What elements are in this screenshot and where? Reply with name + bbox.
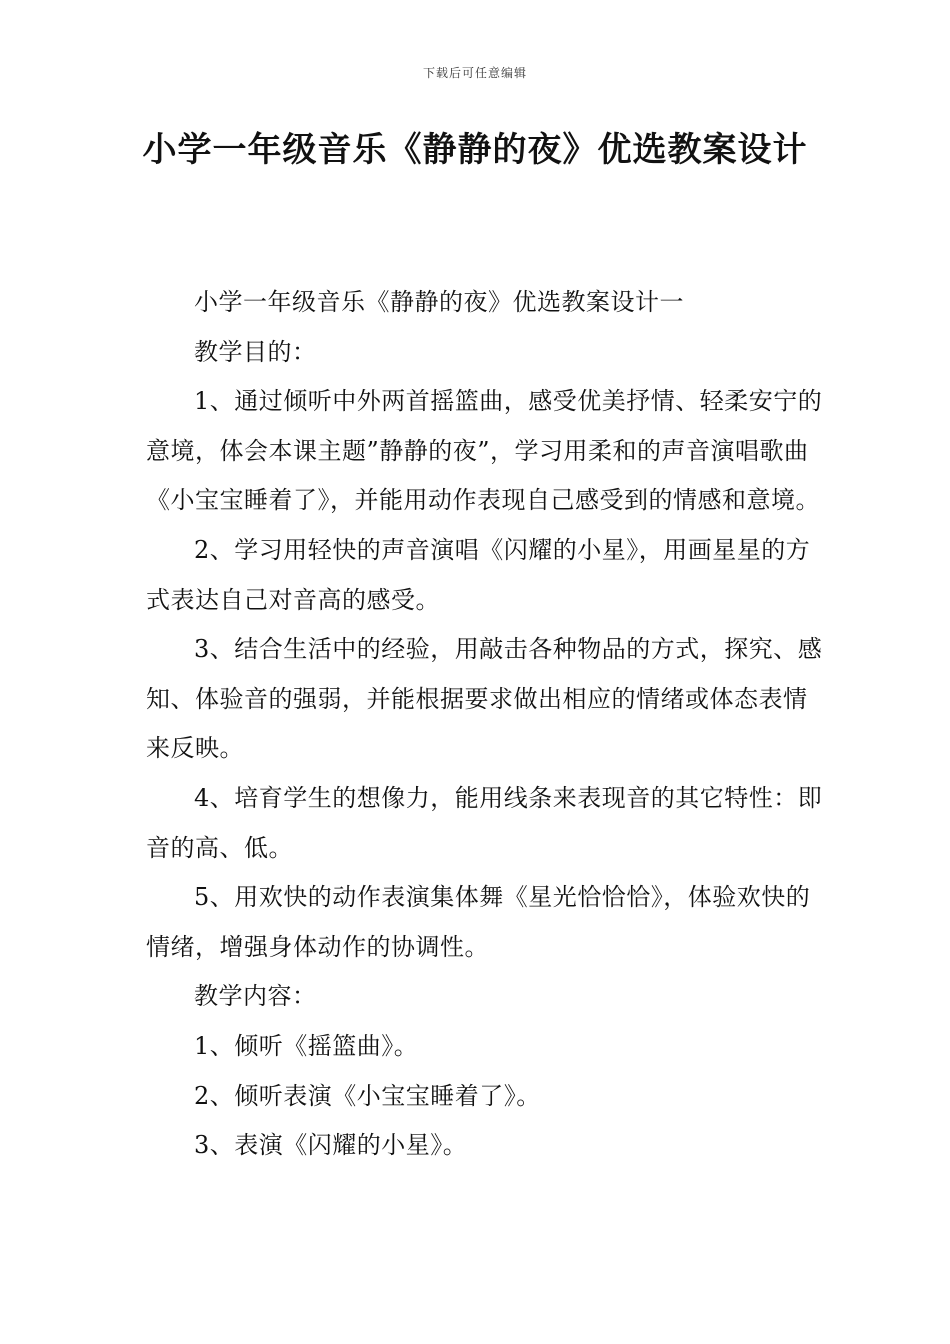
paragraph-heading-objectives: 教学目的： <box>194 337 317 366</box>
paragraph-objective-5: 5、用欢快的动作表演集体舞《星光恰恰恰》，体验欢快的情绪，增强身体动作的协调性。 <box>146 883 811 961</box>
header-note: 下载后可任意编辑 <box>422 66 527 80</box>
paragraph-subtitle: 小学一年级音乐《静静的夜》优选教案设计一 <box>194 288 684 316</box>
document-title: 小学一年级音乐《静静的夜》优选教案设计 <box>142 130 808 170</box>
paragraph-heading-content: 教学内容： <box>194 982 317 1011</box>
paragraph-content-1: 1、倾听《摇篮曲》。 <box>194 1031 419 1060</box>
paragraph-objective-2: 2、学习用轻快的声音演唱《闪耀的小星》，用画星星的方式表达自己对音高的感受。 <box>146 535 811 614</box>
paragraph-content-2: 2、倾听表演《小宝宝睡着了》。 <box>194 1081 541 1110</box>
paragraph-objective-3: 3、结合生活中的经验，用敲击各种物品的方式，探究、感知、体验音的强弱，并能根据要求做出相应的情绪或体态表情来反映。 <box>146 635 823 763</box>
paragraph-objective-1: 1、通过倾听中外两首摇篮曲，感受优美抒情、轻柔安宁的意境，体会本课主题”静静的夜”，学习用柔和的声音演唱歌曲《小宝宝睡着了》，并能用动作表现自己感受到的情感和意境。 <box>146 387 823 515</box>
paragraph-content-3: 3、表演《闪耀的小星》。 <box>194 1131 468 1160</box>
paragraph-objective-4: 4、培育学生的想像力，能用线条来表现音的其它特性：即音的高、低。 <box>146 783 823 862</box>
document-body <box>146 278 826 1171</box>
